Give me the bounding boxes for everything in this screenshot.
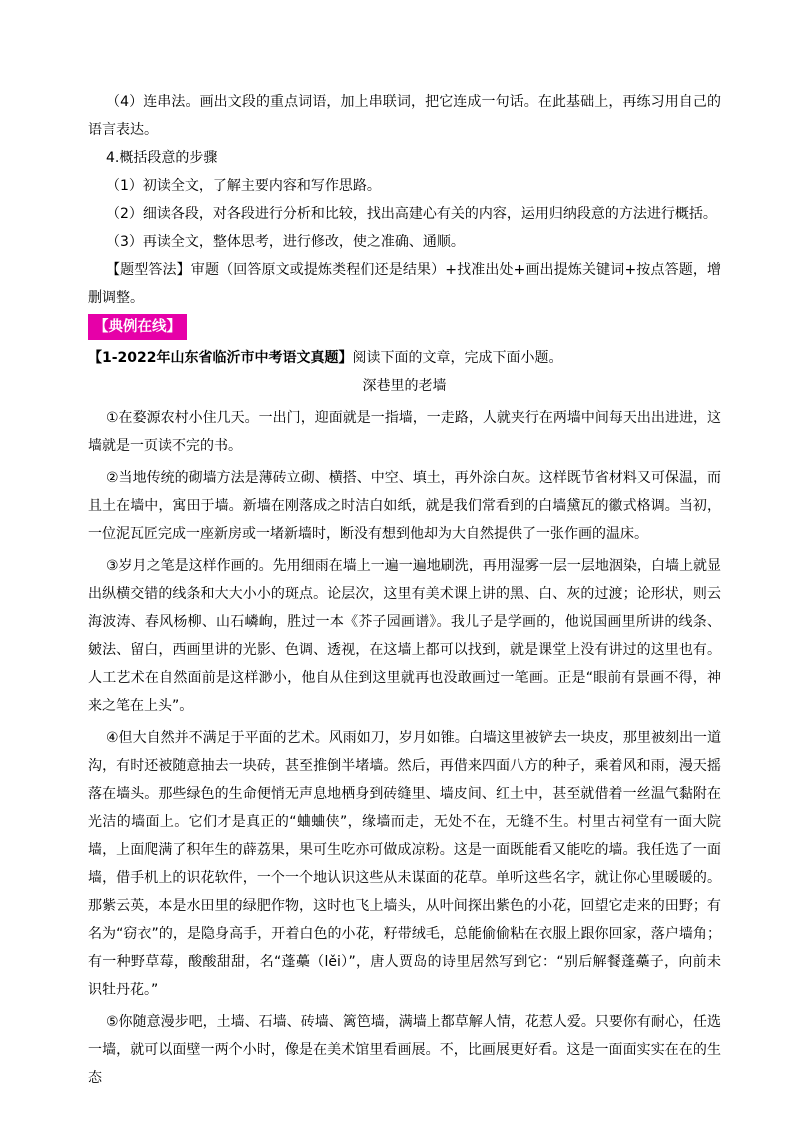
article-paragraph: ②当地传统的砌墙方法是薄砖立砌、横搭、中空、填土，再外涂白灰。这样既节省材料又可保温，而且土在墙中，寓田于墙。新墙在刚落成之时洁白如纸，就是我们常看到的白墙黛瓦的徽式格调。当初，一位泥瓦匠完成一座新房或一堵新墙时，断没有想到他却为大自然提供了一张作画的温床。 [88, 470, 721, 542]
section-banner-row [88, 312, 721, 344]
article-paragraph: ④但大自然并不满足于平面的艺术。风雨如刀，岁月如锥。白墙这里被铲去一块皮，那里被刻出一道沟，有时还被随意抽去一块砖，甚至推倒半堵墙。然后，再借来四面八方的种子，乘着风和雨，漫天摇落在墙头。那些绿色的生命便悄无声息地栖身到砖缝里、墙皮间、红土中，甚至就借着一丝温气黏附在光洁的墙面上。它们才是真正的“蛐蛐侠”，缘墙而走，无处不在，无缝不生。村里古祠堂有一面大院墙，上面爬满了积年生的薜荔果，果可生吃亦可做成凉粉。这是一面既能看又能吃的墙。我任选了一面墙，借手机上的识花软件，一个一个地认识这些从未谋面的花草。单听这些名字，就让你心里暖暖的。那紫云英，本是水田里的绿肥作物，这时也飞上墙头，从叶间探出紫色的小花，回望它走来的田野；有名为“窃衣”的，是隐身高手，开着白色的小花，籽带绒毛，总能偷偷粘在衣服上跟你回家，落户墙角；有一种野草莓，酸酸甜甜，名“蓬蘽（lěi）”，唐人贾岛的诗里居然写到它：“别后解餐蓬蘽子，向前未识牡丹花。” [88, 730, 721, 998]
answer-method: 【题型答法】审题（回答原文或提炼类程们还是结果）+找准出处+画出提炼关键词+按点答题，增删调整。 [88, 262, 721, 306]
document-page [88, 88, 721, 1096]
article [88, 372, 721, 1092]
step-item-2: （2）细读各段，对各段进行分析和比较，找出高建心有关的内容，运用归纳段意的方法进行概括。 [106, 206, 717, 222]
step-item-1: （1）初读全文，了解主要内容和写作思路。 [106, 178, 381, 194]
source-line [88, 344, 721, 372]
method-item-4: （4）连串法。画出文段的重点词语，加上串联词，把它连成一句话。在此基础上，再练习用自己的语言表达。 [88, 94, 721, 138]
article-paragraph: ①在婺源农村小住几天。一出门，迎面就是一指墙，一走路，人就夹行在两墙中间每天出出进进，这墙就是一页读不完的书。 [88, 410, 721, 454]
source-instruction: 阅读下面的文章，完成下面小题。 [352, 350, 563, 366]
source-tag: 【1-2022年山东省临沂市中考语文真题】 [88, 350, 353, 366]
article-title: 深巷里的老墙 [362, 378, 447, 394]
article-paragraph: ③岁月之笔是这样作画的。先用细雨在墙上一遍一遍地刷洗，再用湿雾一层一层地洇染，白墙上就显出纵横交错的线条和大大小小的斑点。论层次，这里有美术课上讲的黑、白、灰的过渡；论形状，则云海波涛、春风杨柳、山石嶙峋，胜过一本《芥子园画谱》。我儿子是学画的，他说国画里所讲的线条、皴法、留白，西画里讲的光影、色调、透视，在这墙上都可以找到，就是课堂上没有讲过的这里也有。人工艺术在自然面前是这样渺小，他自从住到这里就再也没敢画过一笔画。正是“眼前有景画不得，神来之笔在上头”。 [88, 558, 721, 714]
step-item-3: （3）再读全文，整体思考，进行修改，使之准确、通顺。 [106, 234, 465, 250]
article-paragraph: ⑤你随意漫步吧，土墙、石墙、砖墙、篱笆墙，满墙上都草解人情，花惹人爱。只要你有耐心，任选一墙，就可以面壁一两个小时，像是在美术馆里看画展。不，比画展更好看。这是一面面实实在在的生态 [88, 1014, 721, 1086]
section-banner: 【典例在线】 [88, 314, 187, 340]
steps-heading: 4.概括段意的步骤 [106, 150, 218, 166]
